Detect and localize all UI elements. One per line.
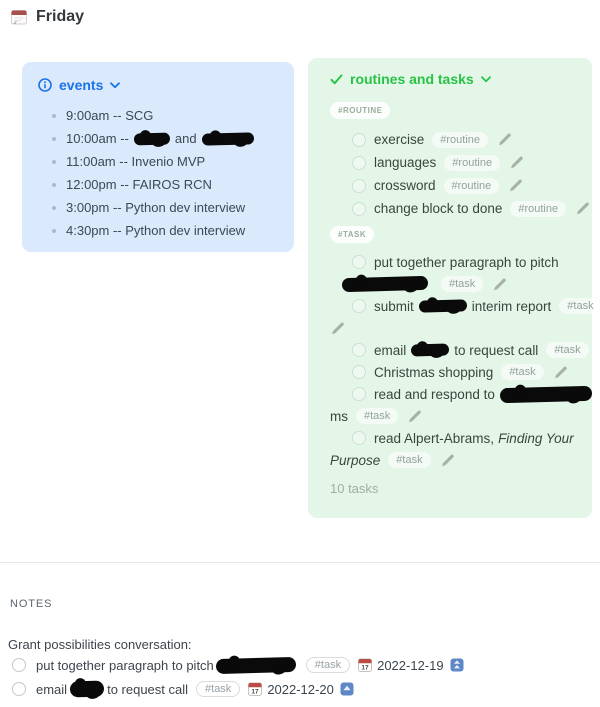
routine-item	[330, 128, 570, 151]
task-checkbox[interactable]	[352, 387, 366, 401]
redaction-scribble	[134, 132, 170, 145]
bullet-icon	[52, 160, 56, 164]
task-checkbox[interactable]	[352, 255, 366, 269]
note-task-label: email	[36, 681, 68, 697]
events-panel-header[interactable]	[38, 77, 278, 93]
routines-tasks-panel-header[interactable]	[330, 71, 570, 87]
event-text: 3:00pm -- Python dev interview	[66, 200, 246, 215]
routines-tasks-panel	[308, 58, 592, 518]
bullet-icon	[52, 183, 56, 187]
task-section-label: #TASK	[330, 226, 374, 243]
events-panel-title: events	[59, 77, 104, 93]
pencil-icon[interactable]	[407, 409, 422, 424]
section-divider	[0, 562, 600, 563]
redaction-scribble	[411, 344, 449, 357]
notes-heading: NOTES	[10, 598, 53, 610]
bullet-icon	[52, 229, 56, 233]
routines-tasks-panel-title: routines and tasks	[350, 71, 474, 87]
task-checkbox[interactable]	[352, 202, 366, 216]
task-checkbox[interactable]	[352, 365, 366, 379]
task-tag-pill: #task	[559, 298, 600, 314]
note-task-label: put together paragraph to pitch	[36, 657, 214, 673]
task-label-italic: Purpose	[330, 452, 381, 468]
redaction-scribble	[500, 385, 592, 402]
task-label: submit	[374, 298, 414, 314]
task-tag-pill: #task	[306, 657, 350, 673]
task-checkbox[interactable]	[352, 343, 366, 357]
routine-section-label: #ROUTINE	[330, 102, 390, 119]
task-tag-pill: #task	[196, 681, 240, 697]
page-title: Friday	[36, 8, 85, 25]
task-checkbox[interactable]	[352, 179, 366, 193]
event-text: 9:00am -- SCG	[66, 108, 154, 123]
task-tag-pill: #task	[388, 452, 430, 468]
pencil-icon[interactable]	[575, 201, 590, 216]
pencil-icon[interactable]	[508, 178, 523, 193]
routine-tag-pill: #routine	[444, 178, 500, 194]
event-item	[38, 196, 278, 219]
task-checkbox[interactable]	[352, 156, 366, 170]
routine-tag-pill: #routine	[510, 201, 566, 217]
redaction-scribble	[419, 299, 467, 312]
pencil-icon[interactable]	[509, 155, 524, 170]
task-tag-pill: #task	[356, 408, 398, 424]
event-item	[38, 219, 278, 242]
routine-item	[330, 174, 570, 197]
routine-label: crossword	[374, 178, 436, 193]
priority-medium-icon	[340, 682, 354, 696]
routine-list	[330, 128, 570, 220]
bullet-icon	[52, 114, 56, 118]
due-date: 2022-12-19	[377, 657, 444, 673]
note-task-row	[12, 681, 354, 697]
calendar-date-icon	[248, 682, 262, 696]
task-item	[330, 361, 570, 383]
task-checkbox[interactable]	[352, 299, 366, 313]
event-item	[38, 173, 278, 196]
event-text: 10:00am --	[66, 131, 129, 146]
event-text: 12:00pm -- FAIROS RCN	[66, 177, 212, 192]
task-label: read Alpert-Abrams,	[374, 430, 495, 446]
routine-tag-pill: #routine	[444, 155, 500, 171]
event-item	[38, 104, 278, 127]
event-text: and	[174, 131, 197, 146]
task-checkbox[interactable]	[12, 658, 26, 672]
task-item	[330, 427, 574, 471]
routine-label: languages	[374, 155, 437, 170]
redaction-scribble	[201, 132, 253, 145]
note-task-row	[12, 657, 464, 673]
task-label: interim report	[471, 298, 552, 314]
event-item	[38, 150, 278, 173]
routine-label: change block to done	[374, 201, 503, 216]
task-label: put together paragraph to pitch	[374, 254, 559, 270]
task-tag-pill: #task	[441, 276, 483, 292]
pencil-icon[interactable]	[440, 453, 455, 468]
task-label: Christmas shopping	[374, 364, 494, 380]
priority-high-icon	[450, 658, 464, 672]
bullet-icon	[52, 137, 56, 141]
task-item	[330, 251, 570, 295]
task-checkbox[interactable]	[12, 682, 26, 696]
task-item	[330, 295, 594, 339]
page-header	[10, 8, 84, 26]
note-task-label: to request call	[107, 681, 189, 697]
task-tag-pill: #task	[501, 364, 543, 380]
check-icon	[330, 74, 343, 85]
task-count: 10 tasks	[330, 481, 379, 496]
task-label: email	[374, 342, 407, 358]
pencil-icon[interactable]	[497, 132, 512, 147]
bullet-icon	[52, 206, 56, 210]
events-panel	[22, 62, 294, 252]
due-date: 2022-12-20	[267, 681, 334, 697]
task-checkbox[interactable]	[352, 133, 366, 147]
redaction-scribble	[342, 276, 428, 292]
task-list	[330, 251, 594, 471]
task-label: ms	[330, 408, 348, 424]
event-text: 4:30pm -- Python dev interview	[66, 223, 246, 238]
event-text: 11:00am -- Invenio MVP	[66, 154, 206, 169]
info-icon	[38, 78, 52, 92]
calendar-date-icon	[358, 658, 372, 672]
pencil-icon[interactable]	[553, 365, 568, 380]
chevron-down-icon[interactable]	[481, 76, 491, 83]
task-item	[330, 383, 570, 427]
redaction-scribble	[70, 681, 104, 698]
svg-text:17: 17	[251, 688, 259, 696]
routine-tag-pill: #routine	[432, 132, 488, 148]
routine-item	[330, 151, 570, 174]
task-label-italic: Finding Your	[498, 430, 574, 446]
routine-label: exercise	[374, 132, 425, 147]
event-item	[38, 127, 278, 150]
tear-off-calendar-icon	[10, 8, 28, 26]
routine-item	[330, 197, 570, 220]
pencil-icon[interactable]	[330, 321, 345, 336]
task-item	[330, 339, 581, 361]
redaction-scribble	[216, 656, 296, 673]
task-label: to request call	[454, 342, 539, 358]
notes-intro-text: Grant possibilities conversation:	[8, 637, 192, 652]
chevron-down-icon[interactable]	[110, 82, 120, 89]
svg-text:17: 17	[361, 664, 369, 672]
task-label: read and respond to	[374, 386, 495, 402]
task-checkbox[interactable]	[352, 431, 366, 445]
task-tag-pill: #task	[546, 342, 588, 358]
pencil-icon[interactable]	[492, 277, 507, 292]
